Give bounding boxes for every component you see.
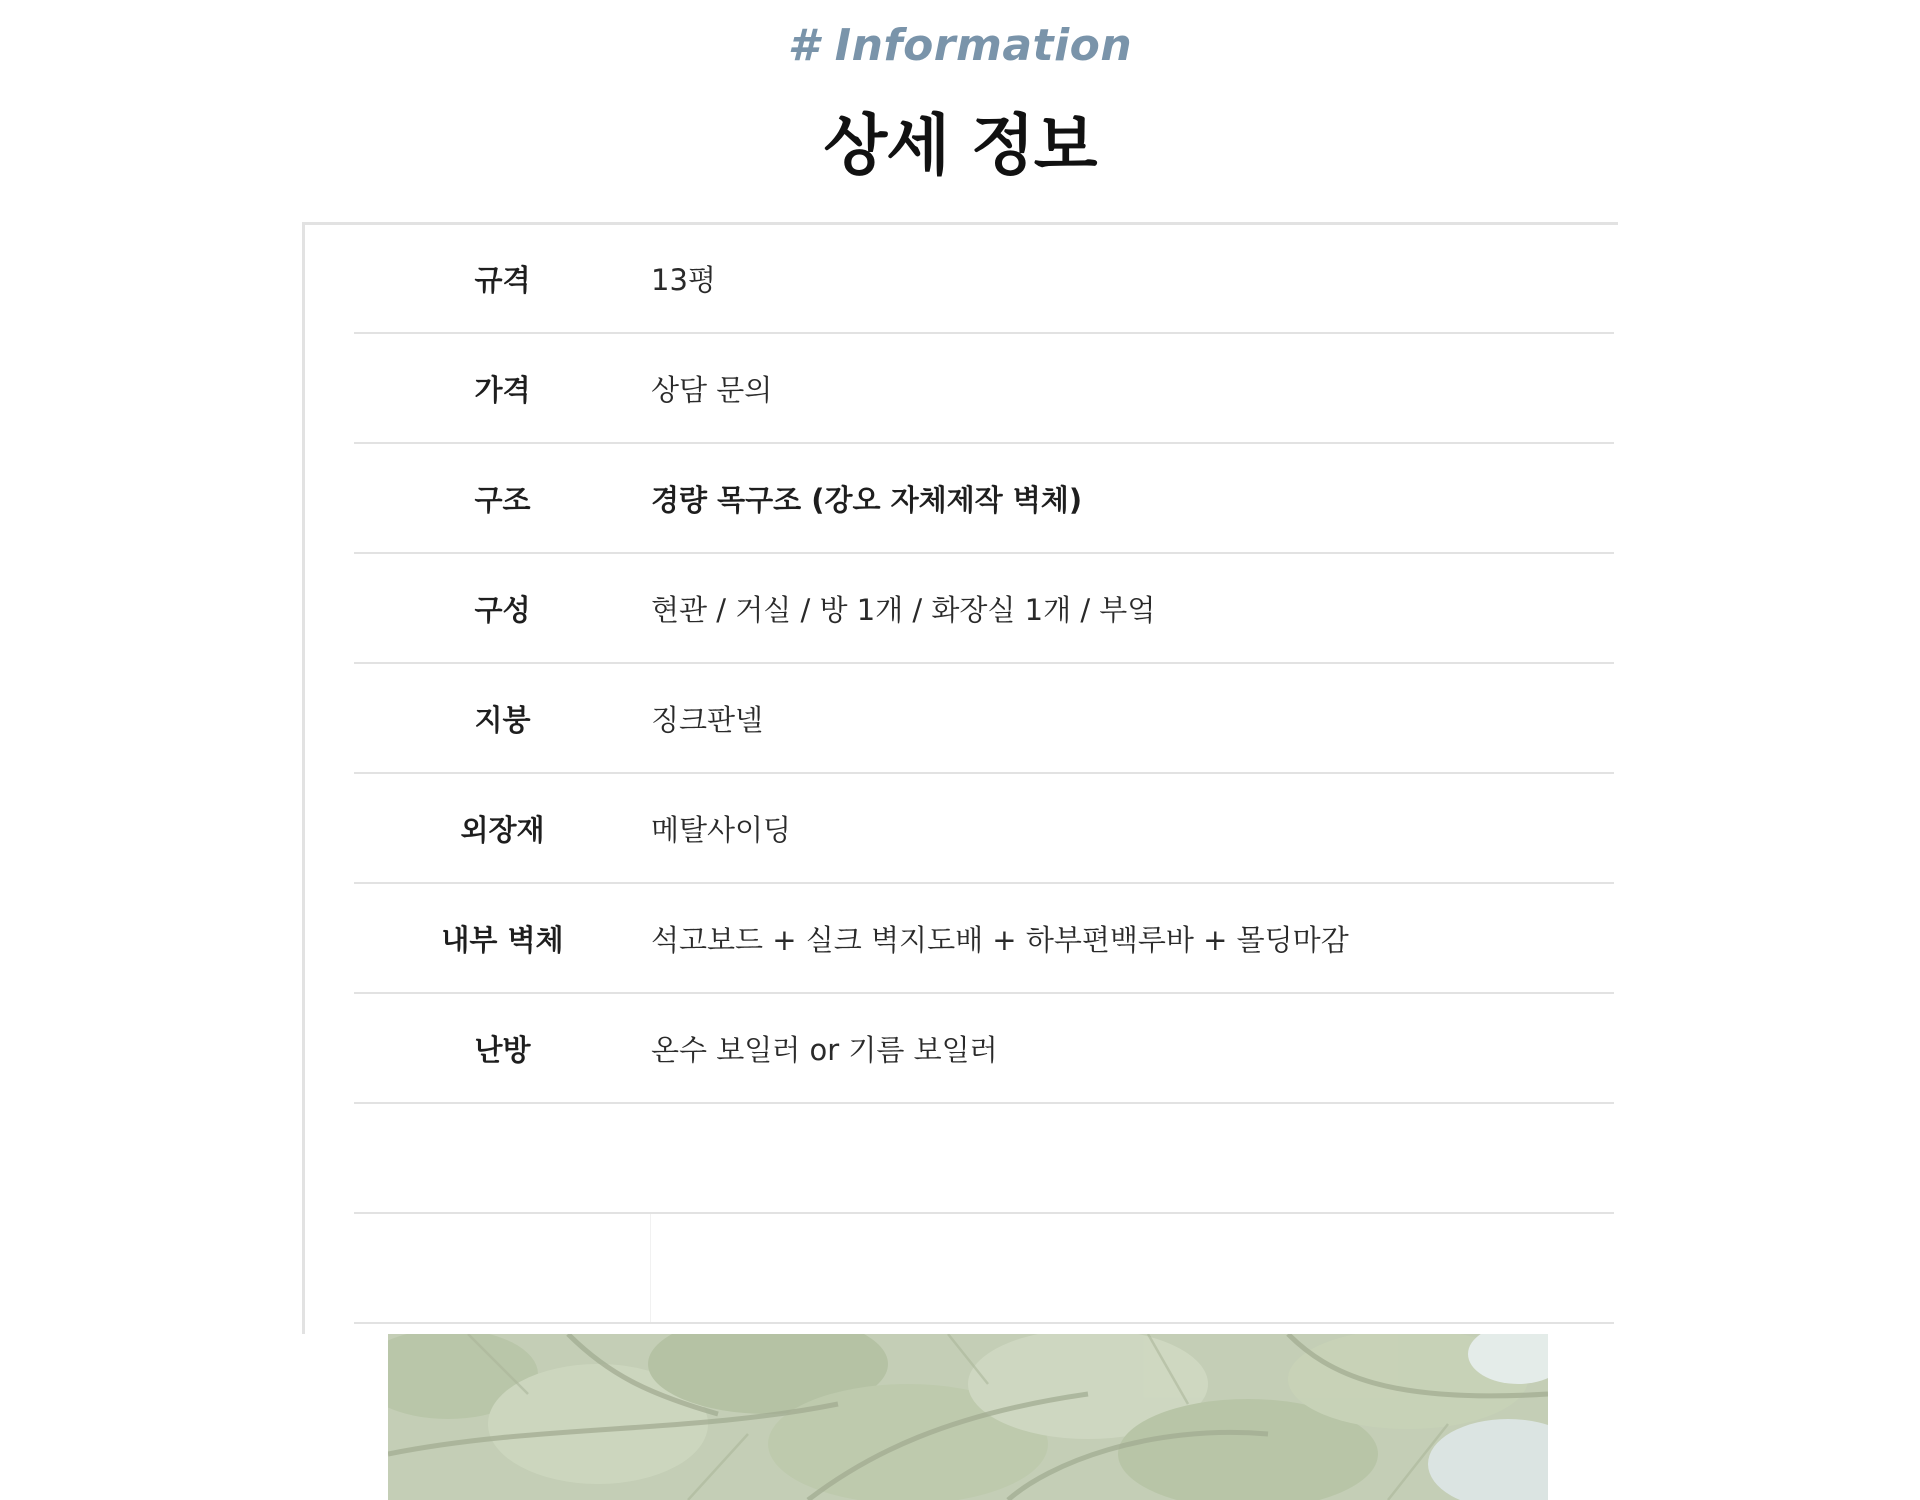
spec-row-empty <box>354 1214 1614 1324</box>
spec-row-heating <box>354 994 1614 1104</box>
page-title: 상세 정보 <box>823 107 1097 184</box>
spec-label: 난방 <box>474 1032 531 1067</box>
spec-row-layout <box>354 554 1614 664</box>
spec-label: 외장재 <box>460 812 545 847</box>
spec-value: 온수 보일러 or 기름 보일러 <box>651 1032 998 1067</box>
spec-label: 내부 벽체 <box>441 922 564 957</box>
spec-value: 현관 / 거실 / 방 1개 / 화장실 1개 / 부엌 <box>651 592 1156 627</box>
spec-value: 13평 <box>651 262 716 297</box>
tree-photo <box>388 1334 1548 1500</box>
tree-foliage-image <box>388 1334 1548 1500</box>
spec-row-size <box>354 224 1614 334</box>
spec-label: 규격 <box>474 262 531 297</box>
spec-value: 경량 목구조 (강오 자체제작 벽체) <box>651 482 1083 517</box>
spec-value: 징크판넬 <box>651 702 764 737</box>
spec-label: 가격 <box>474 372 531 407</box>
spec-row-exterior <box>354 774 1614 884</box>
spec-label: 구성 <box>474 592 531 627</box>
column-divider <box>354 1214 651 1322</box>
spec-label: 구조 <box>474 482 531 517</box>
section-eyebrow: # Information <box>787 20 1133 71</box>
spec-row-price <box>354 334 1614 444</box>
spec-value: 상담 문의 <box>651 372 773 407</box>
spec-table <box>354 224 1614 1324</box>
spec-label: 지붕 <box>474 702 531 737</box>
spec-row-structure <box>354 444 1614 554</box>
spec-value: 석고보드 + 실크 벽지도배 + 하부편백루바 + 몰딩마감 <box>651 922 1349 957</box>
spec-row-empty <box>354 1104 1614 1214</box>
spec-row-roof <box>354 664 1614 774</box>
spec-row-interior-wall <box>354 884 1614 994</box>
spec-value: 메탈사이딩 <box>651 812 792 847</box>
